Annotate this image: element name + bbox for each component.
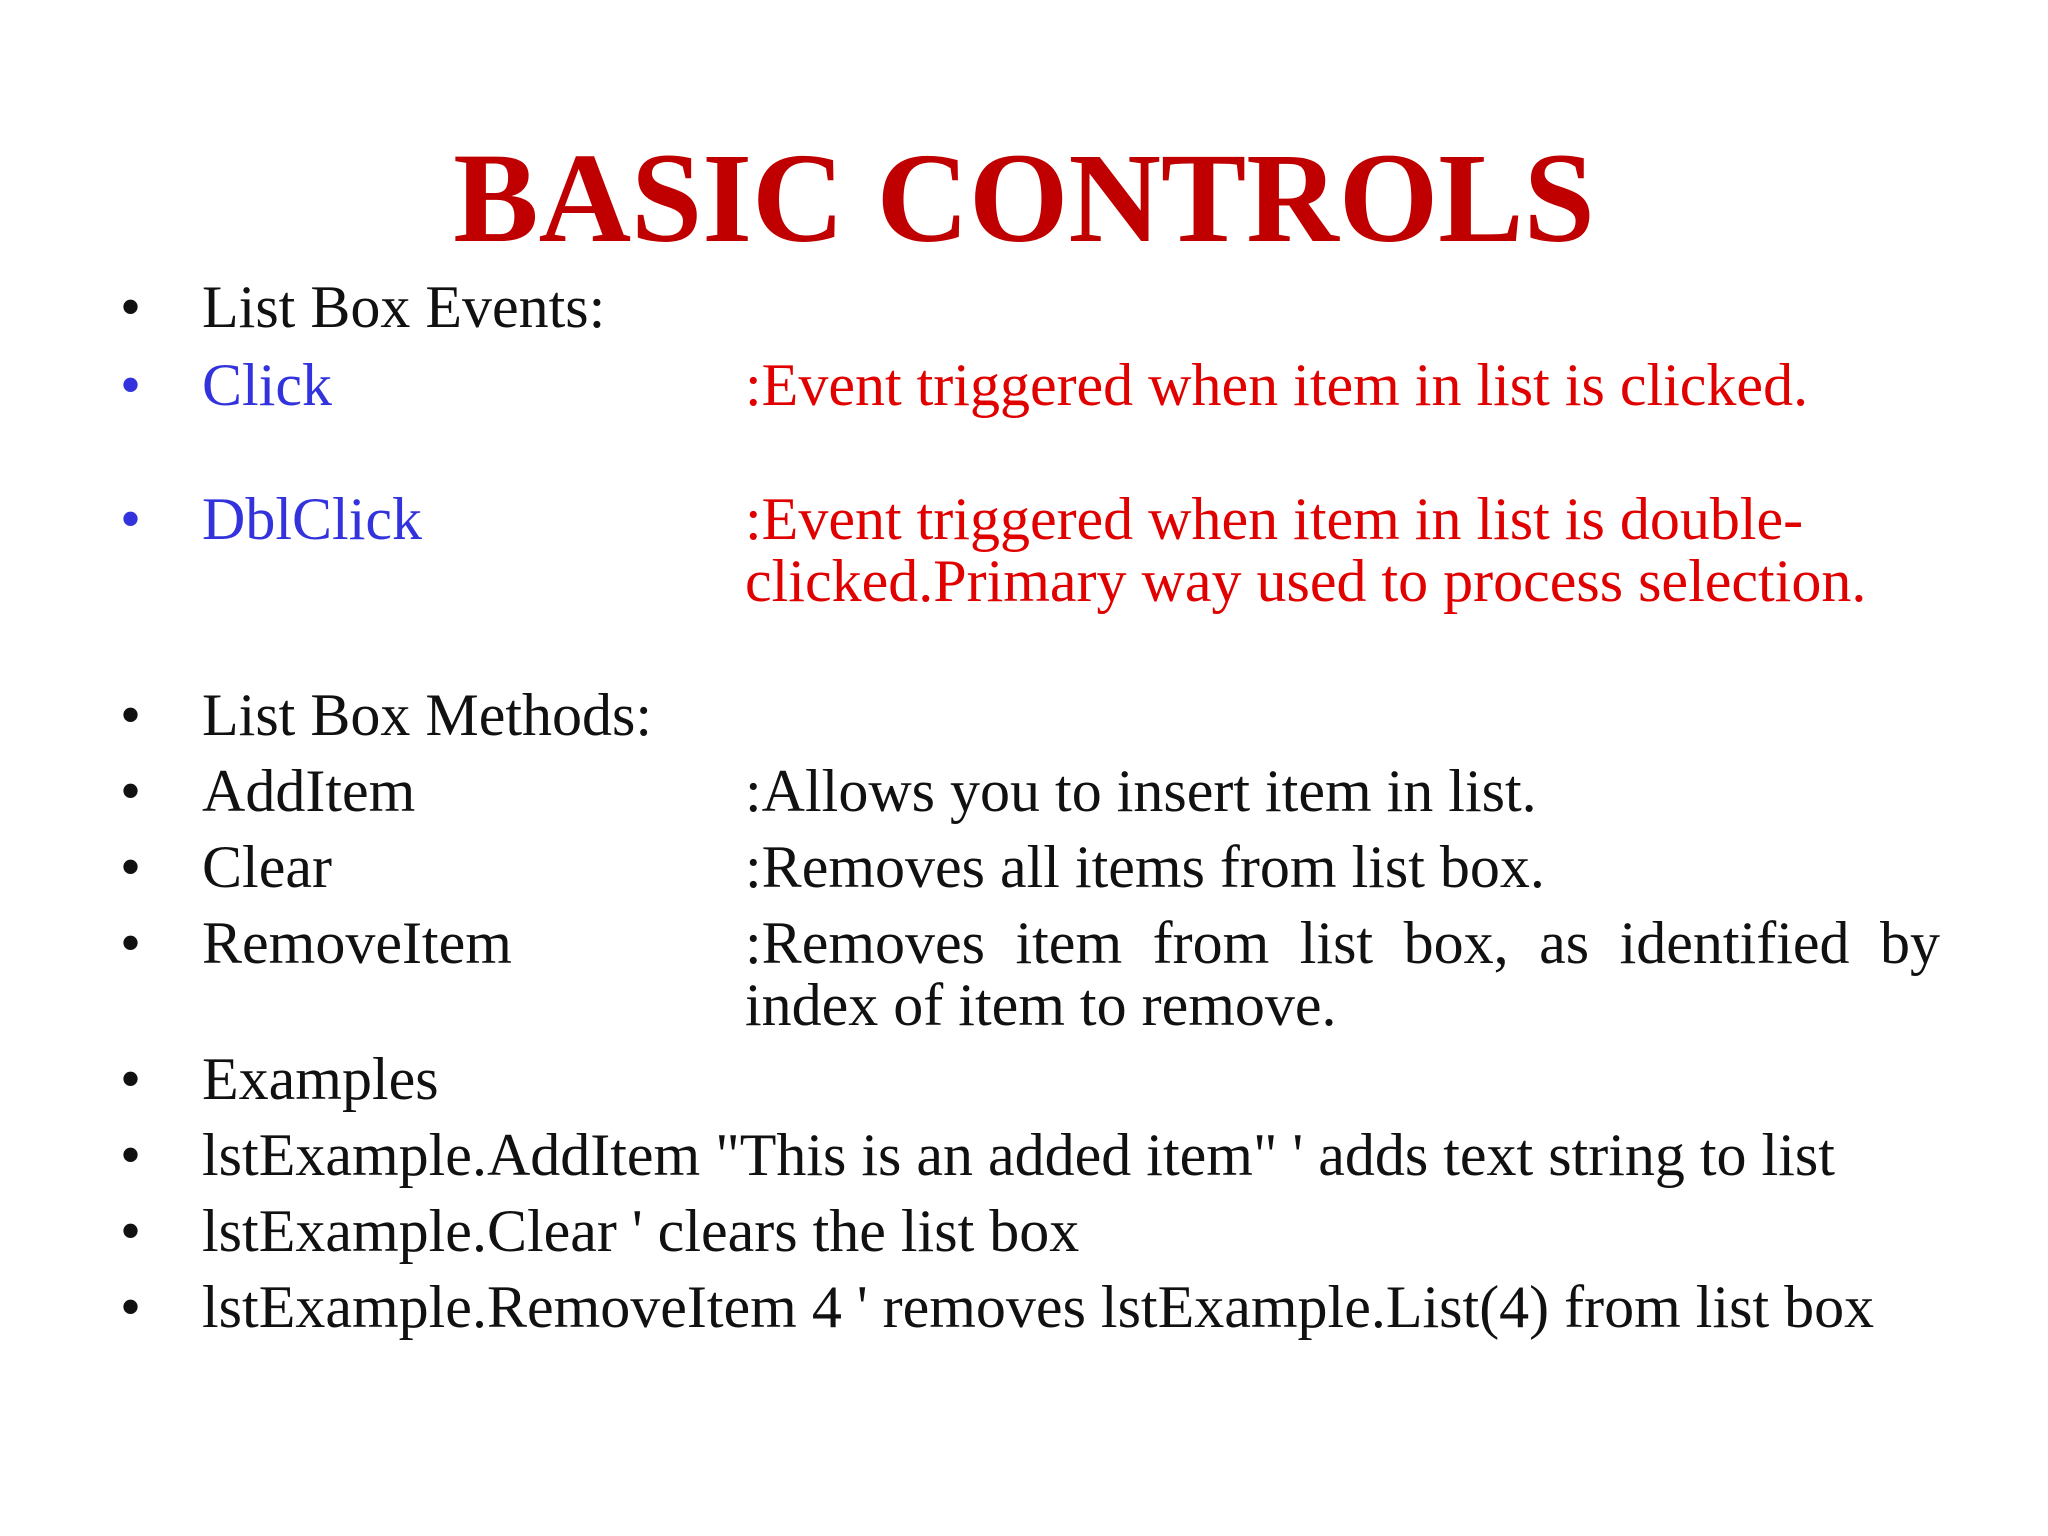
list-item-removeitem-method	[120, 912, 1940, 1048]
bullet-icon: •	[120, 682, 142, 748]
item-label: lstExample.RemoveItem 4 ' removes lstExample.List(4) from list box	[202, 1274, 1875, 1340]
bullet-icon: •	[120, 1046, 142, 1112]
bullet-icon: •	[120, 1274, 142, 1340]
item-label: List Box Events:	[202, 274, 606, 340]
list-item-clear-method	[120, 836, 1940, 912]
list-item-click-event	[120, 354, 1940, 488]
item-label: Click	[202, 352, 332, 418]
bullet-icon: •	[120, 758, 142, 824]
bullet-icon: •	[120, 486, 142, 552]
bullet-icon: •	[120, 910, 142, 976]
list-item-examples-heading	[120, 1048, 1940, 1124]
bullet-list	[120, 276, 1940, 1406]
list-item-example-additem	[120, 1124, 1940, 1200]
item-label: DblClick	[202, 486, 422, 552]
slide-title: BASIC CONTROLS	[453, 127, 1595, 269]
bullet-icon: •	[120, 274, 142, 340]
list-item-additem-method	[120, 760, 1940, 836]
item-label: lstExample.Clear ' clears the list box	[202, 1198, 1080, 1264]
list-item-methods-heading	[120, 684, 1940, 760]
item-label: lstExample.AddItem "This is an added item" ' adds text string to list	[202, 1122, 1835, 1188]
bullet-icon: •	[120, 1122, 142, 1188]
item-description: :Removes all items from list box.	[745, 834, 1545, 900]
item-label: Clear	[202, 834, 332, 900]
item-label: Examples	[202, 1046, 439, 1112]
item-description: :Event triggered when item in list is double-clicked.Primary way used to process selection.	[745, 486, 1867, 614]
item-label: RemoveItem	[202, 910, 512, 976]
item-label: AddItem	[202, 758, 416, 824]
item-description: :Removes item from list box, as identified by index of item to remove.	[745, 910, 1940, 1038]
bullet-icon: •	[120, 834, 142, 900]
list-item-example-clear	[120, 1200, 1940, 1276]
list-item-example-removeitem	[120, 1276, 1940, 1406]
item-label: List Box Methods:	[202, 682, 653, 748]
item-description: :Event triggered when item in list is clicked.	[745, 352, 1809, 418]
list-item-events-heading	[120, 276, 1940, 354]
list-item-dblclick-event	[120, 488, 1940, 684]
bullet-icon: •	[120, 1198, 142, 1264]
item-description: :Allows you to insert item in list.	[745, 758, 1537, 824]
bullet-icon: •	[120, 352, 142, 418]
